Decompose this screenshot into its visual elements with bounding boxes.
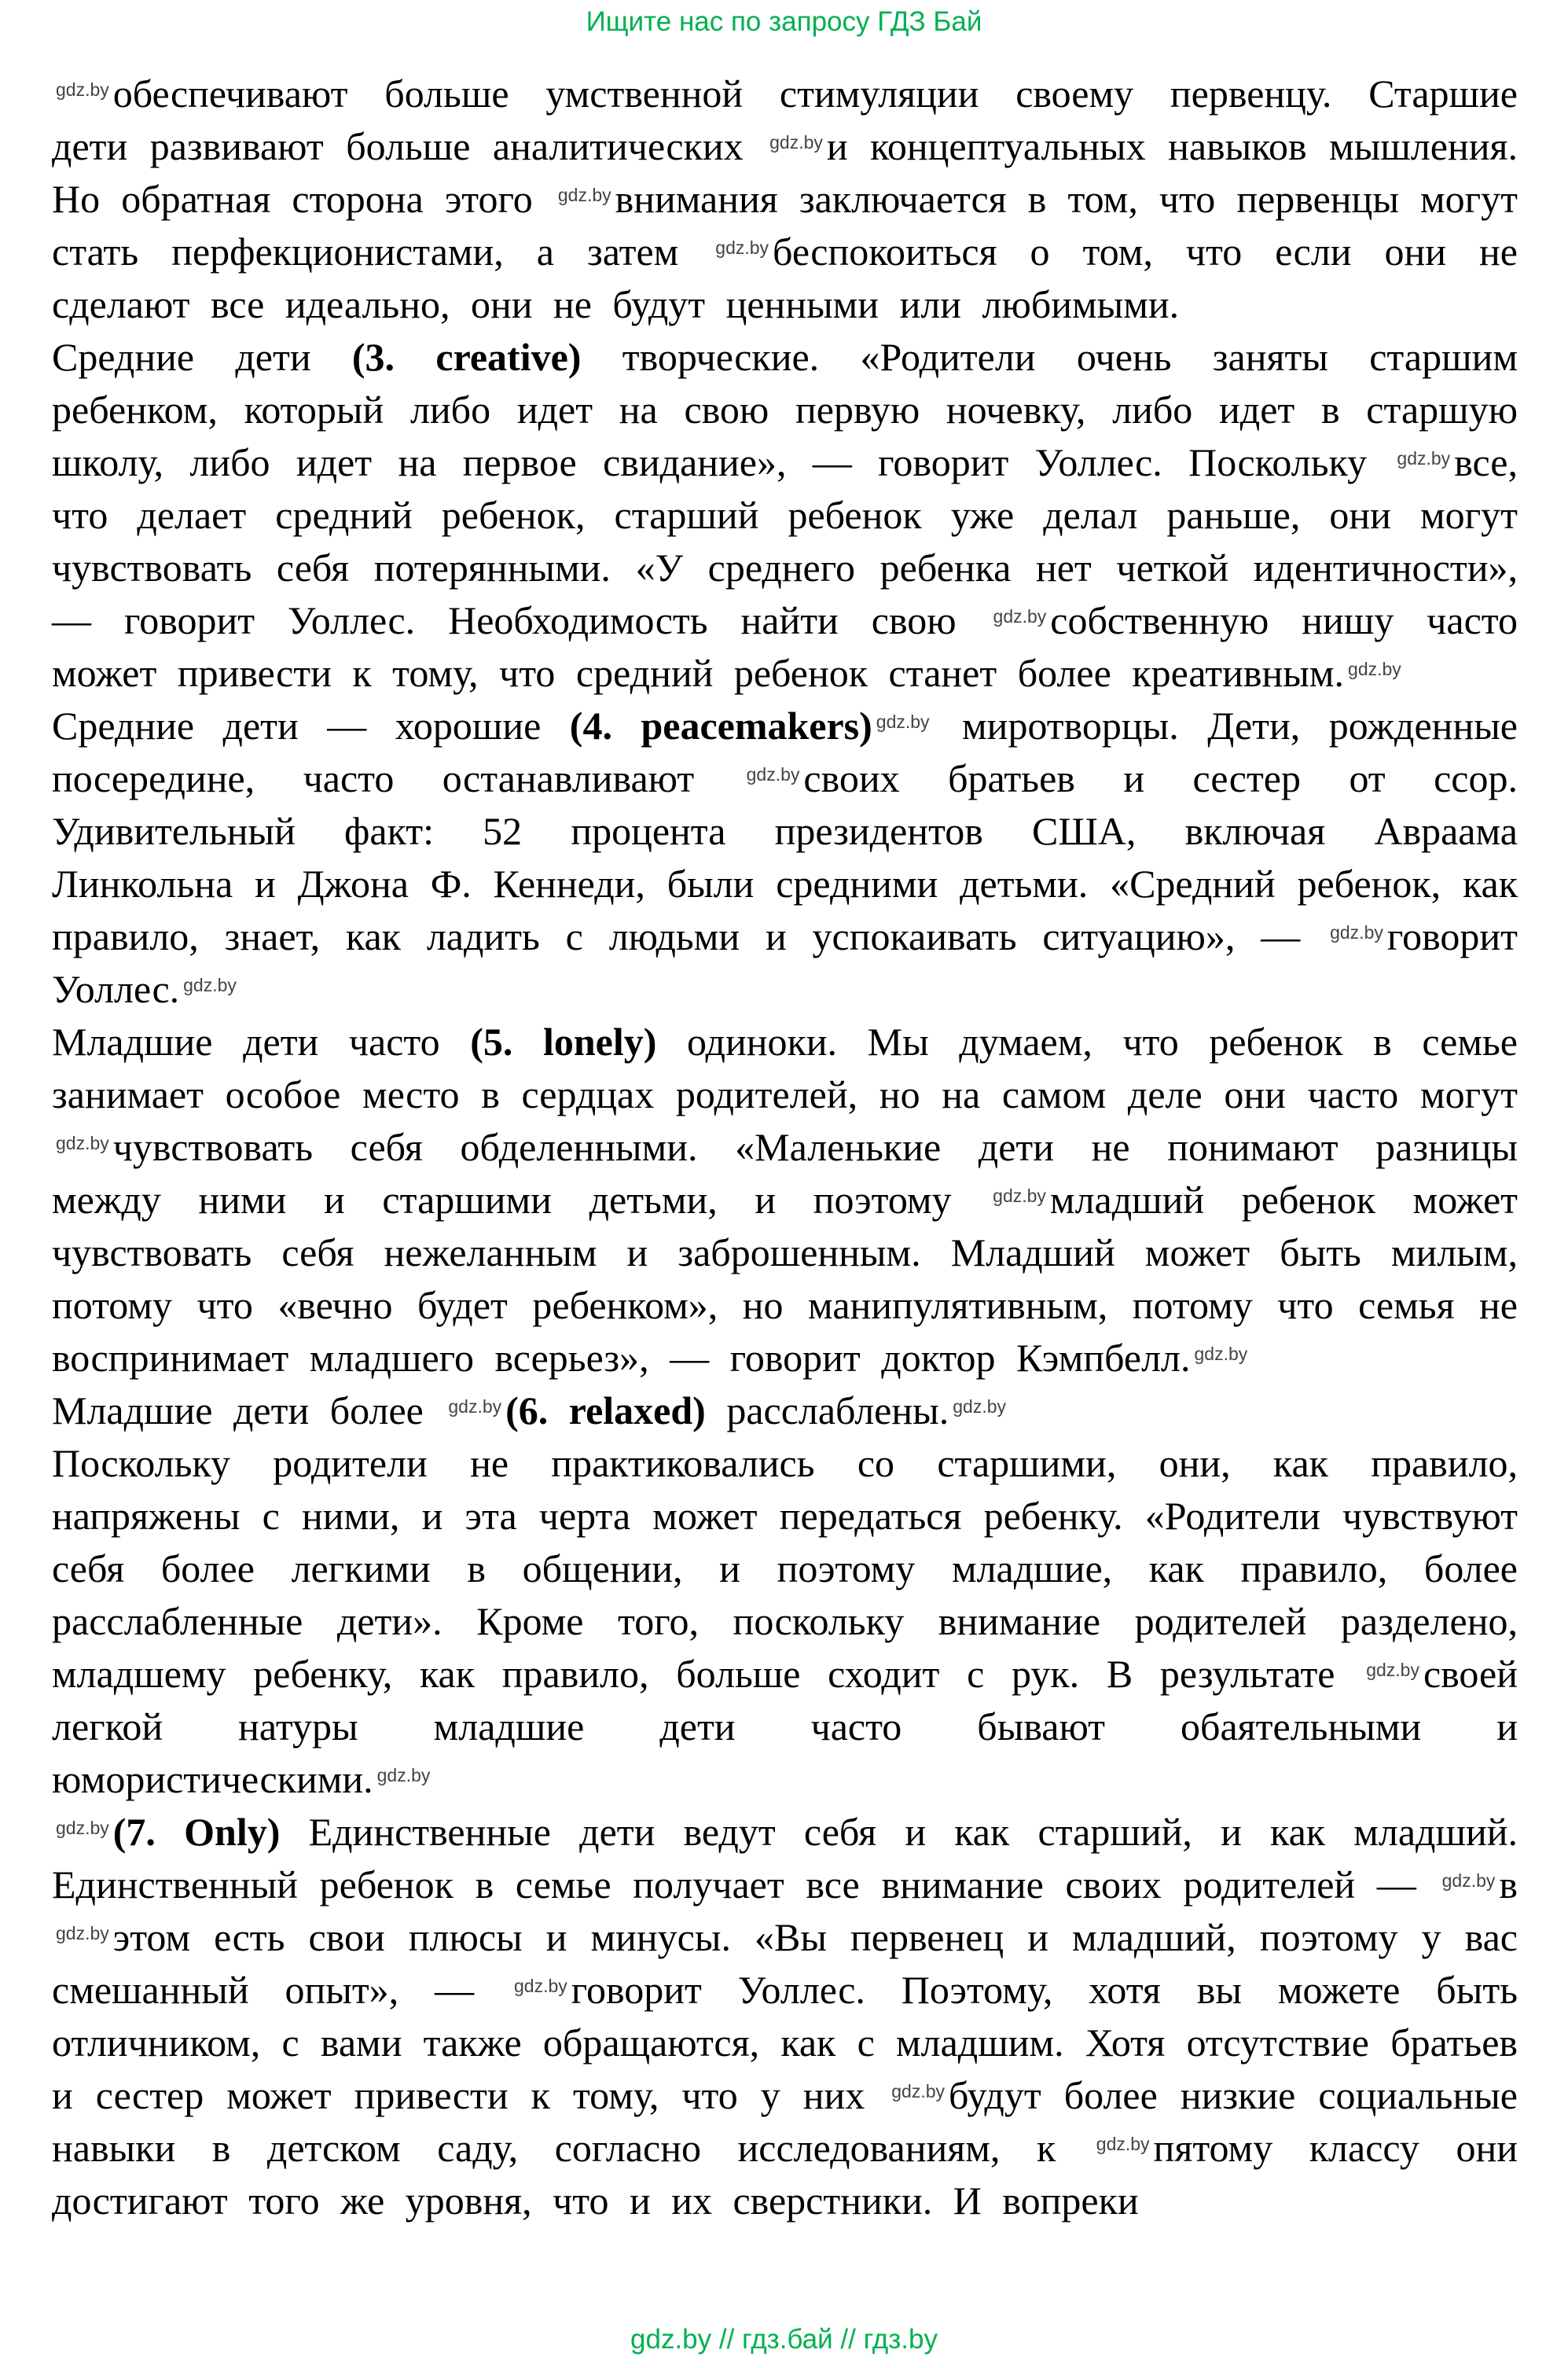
bold-run: (6. relaxed)	[505, 1388, 706, 1432]
bold-run: (4. peacemakers)	[569, 704, 872, 748]
gdzby-watermark: gdz.by	[993, 1186, 1046, 1206]
text-run: и концептуальных навыков мышления. Но обратная сторона этого	[52, 124, 1518, 221]
gdzby-watermark: gdz.by	[56, 1923, 109, 1943]
text-run: этом есть свои плюсы и минусы. «Вы первенец и младший, поэтому у вас смешанный опыт», —	[52, 1915, 1518, 2012]
gdzby-watermark: gdz.by	[56, 1818, 109, 1838]
paragraph	[52, 1384, 1518, 1437]
gdzby-watermark: gdz.by	[1096, 2134, 1150, 2154]
gdzby-watermark: gdz.by	[993, 606, 1047, 627]
gdzby-watermark: gdz.by	[715, 237, 769, 258]
gdzby-watermark: gdz.by	[1348, 659, 1401, 679]
text-run: пятому классу они достигают того же уровня, что и их сверстники. И вопреки	[52, 2126, 1518, 2223]
text-run: Младшие дети более	[52, 1388, 445, 1432]
paragraph	[52, 1437, 1518, 1806]
gdzby-watermark: gdz.by	[557, 185, 611, 205]
paragraph	[52, 1016, 1518, 1384]
gdzby-watermark: gdz.by	[56, 79, 109, 100]
gdzby-watermark: gdz.by	[448, 1396, 502, 1417]
text-run: Единственные дети ведут себя и как старший, и как младший. Единственный ребенок в семье получает все внимание своих родителей —	[52, 1810, 1518, 1907]
promo-header: Ищите нас по запросу ГДЗ Бай	[586, 6, 982, 37]
bold-run: (3. creative)	[351, 335, 582, 379]
text-run: говорит Уоллес. Поэтому, хотя вы можете быть отличником, с вами также обращаются, как с младшим. Хотя отсутствие братьев и сестер может привести к тому, что у них	[52, 1968, 1518, 2117]
gdzby-watermark: gdz.by	[953, 1396, 1006, 1417]
text-run: говорит Уоллес.	[52, 914, 1518, 1011]
gdzby-watermark: gdz.by	[876, 712, 930, 732]
text-run: Средние дети	[52, 335, 352, 379]
text-run: беспокоиться о том, что если они не сделают все идеально, они не будут ценными или любимыми.	[52, 230, 1518, 326]
text-run: Поскольку родители не практиковались со старшими, они, как правило, напряжены с ними, и эта черта может передаться ребенку. «Родители чувствуют себя более легкими в общении, и поэтому младшие, как правило, более расслабленные дети». Кроме того, поскольку внимание родителей разделено, младшему ребенку, как правило, больше сходит с рук. В результате	[52, 1441, 1518, 1696]
paragraph	[52, 68, 1518, 331]
gdzby-watermark: gdz.by	[1397, 448, 1451, 469]
paragraph	[52, 1806, 1518, 2227]
text-run: одиноки. Мы думаем, что ребенок в семье занимает особое место в сердцах родителей, но на самом деле они часто могут	[52, 1020, 1518, 1116]
gdzby-watermark: gdz.by	[183, 975, 237, 995]
text-run: обеспечивают больше умственной стимуляции своему первенцу. Старшие дети развивают больше аналитических	[52, 72, 1518, 168]
bold-run: (7. Only)	[112, 1810, 281, 1854]
text-run: своей легкой натуры младшие дети часто бывают обаятельными и юмористическими.	[52, 1652, 1518, 1801]
text-run: внимания заключается в том, что первенцы могут стать перфекционистами, а затем	[52, 177, 1518, 274]
gdzby-watermark: gdz.by	[1366, 1660, 1419, 1680]
gdzby-watermark: gdz.by	[376, 1765, 431, 1785]
text-run: в	[1499, 1862, 1518, 1907]
gdzby-watermark: gdz.by	[1441, 1870, 1496, 1891]
text-run: расслаблены.	[705, 1388, 949, 1432]
paragraph	[52, 331, 1518, 700]
text-run: Младшие дети часто	[52, 1020, 471, 1064]
gdzby-watermark: gdz.by	[891, 2081, 946, 2101]
document-body	[52, 68, 1518, 2227]
gdzby-watermark: gdz.by	[1194, 1344, 1248, 1364]
bold-run: (5. lonely)	[470, 1020, 657, 1064]
gdzby-watermark: gdz.by	[513, 1976, 567, 1996]
text-run: своих братьев и сестер от ссор. Удивительный факт: 52 процента президентов США, включая Авраама Линкольна и Джона Ф. Кеннеди, были средними детьми. «Средний ребенок, как правило, знает, как ладить с людьми и успокаивать ситуацию», —	[52, 756, 1518, 958]
paragraph	[52, 700, 1518, 1016]
gdzby-watermark: gdz.by	[1330, 922, 1383, 943]
text-run: будут более низкие социальные навыки в детском саду, согласно исследованиям, к	[52, 2073, 1518, 2170]
gdzby-watermark: gdz.by	[769, 132, 823, 153]
text-run: Средние дети — хорошие	[52, 704, 570, 748]
text-run: все, что делает средний ребенок, старший ребенок уже делал раньше, они могут чувствовать себя потерянными. «У среднего ребенка нет четкой идентичности», — говорит Уоллес. Необходимость найти свою	[52, 440, 1518, 642]
text-run: собственную нишу часто может привести к тому, что средний ребенок станет более креативным.	[52, 598, 1518, 695]
gdzby-watermark: gdz.by	[746, 764, 800, 785]
promo-footer: gdz.by // гдз.бай // гдз.by	[630, 2324, 938, 2355]
text-run: миротворцы. Дети, рожденные посередине, часто останавливают	[52, 704, 1518, 800]
text-run: чувствовать себя обделенными. «Маленькие дети не понимают разницы между ними и старшими детьми, и поэтому	[52, 1125, 1518, 1222]
text-run: творческие. «Родители очень заняты старшим ребенком, который либо идет на свою первую ночевку, либо идет в старшую школу, либо идет на первое свидание», — говорит Уоллес. Поскольку	[52, 335, 1518, 484]
text-run: младший ребенок может чувствовать себя нежеланным и заброшенным. Младший может быть милым, потому что «вечно будет ребенком», но манипулятивным, потому что семья не воспринимает младшего всерьез», — говорит доктор Кэмпбелл.	[52, 1178, 1518, 1380]
gdzby-watermark: gdz.by	[56, 1133, 109, 1153]
